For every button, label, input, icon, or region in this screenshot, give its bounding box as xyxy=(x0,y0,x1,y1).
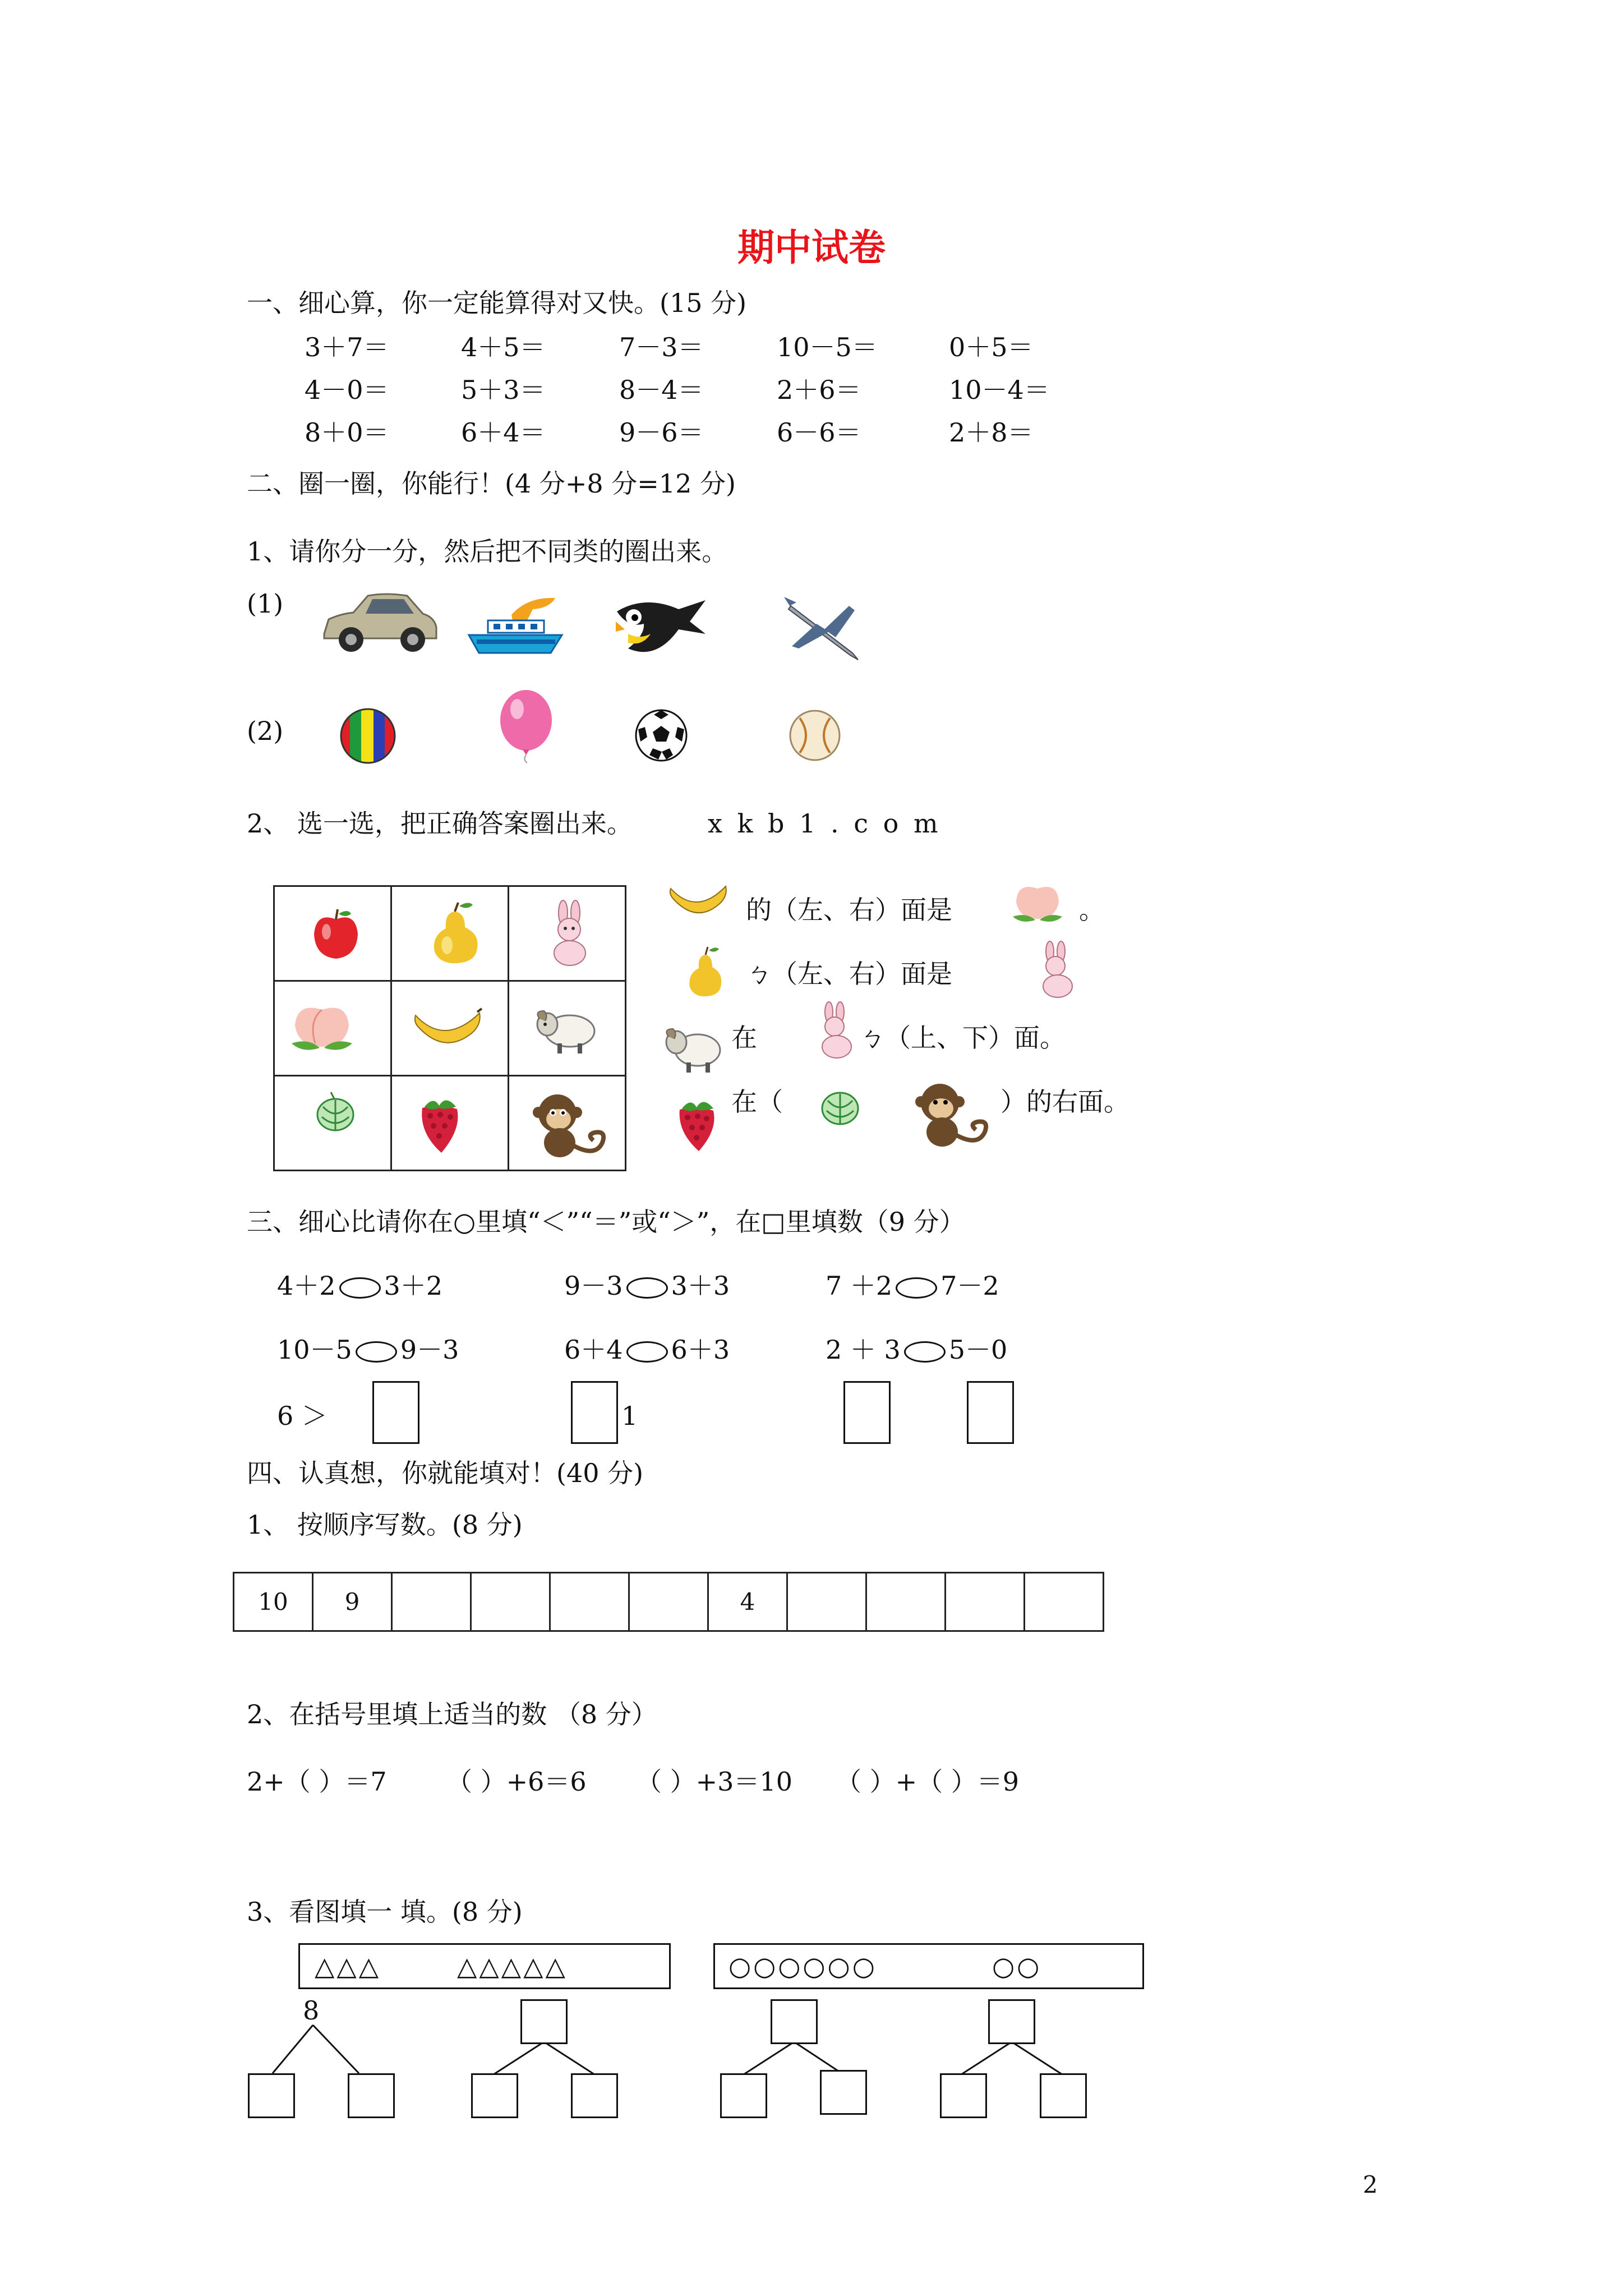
watermelon-icon xyxy=(312,1089,359,1134)
car-icon xyxy=(319,582,441,656)
grid-cell xyxy=(391,981,509,1076)
sequence-cell[interactable] xyxy=(629,1573,708,1631)
balloon-icon xyxy=(496,689,556,764)
circles-box xyxy=(713,1943,1144,1989)
sentence2-text: ㄅ（左、右）面是 xyxy=(746,959,952,989)
section1-heading: 一、细心算，你一定能算得对又快。(15 分) xyxy=(247,288,747,318)
sentence3-a: 在 xyxy=(731,1023,757,1053)
grid-cell xyxy=(509,1076,626,1171)
compare-row3-left: 6 ＞ xyxy=(277,1401,328,1431)
raspberry-icon xyxy=(411,1090,467,1157)
answer-box[interactable] xyxy=(372,1381,419,1444)
rabbit-icon xyxy=(1033,940,1085,1000)
sequence-cell[interactable] xyxy=(1025,1573,1104,1631)
bond-box[interactable] xyxy=(940,2073,987,2118)
row2-label: (2) xyxy=(247,716,284,746)
row1-label: (1) xyxy=(247,588,284,619)
monkey-icon xyxy=(528,1088,612,1161)
sequence-cell[interactable]: 10 xyxy=(234,1573,313,1631)
sequence-table xyxy=(233,1572,1104,1632)
compare-right: 6＋3 xyxy=(671,1335,730,1365)
airplane-icon xyxy=(781,595,865,665)
compare-left: 10－5 xyxy=(277,1335,352,1365)
s4-q1-prompt: 1、 按顺序写数。(8 分) xyxy=(247,1510,523,1540)
rabbit-icon xyxy=(812,1001,864,1060)
rabbit-icon xyxy=(543,899,597,968)
compare-right: 5－0 xyxy=(948,1335,1008,1365)
compare-oval[interactable] xyxy=(626,1277,668,1299)
bond-box[interactable] xyxy=(571,2073,618,2118)
problem: 9－6＝ xyxy=(619,417,704,448)
compare-item xyxy=(826,1270,999,1301)
problem: 0＋5＝ xyxy=(949,332,1034,362)
answer-box[interactable] xyxy=(843,1381,891,1444)
problem: 8－4＝ xyxy=(619,375,704,405)
page-title: 期中试卷 xyxy=(737,226,886,269)
bond-box[interactable] xyxy=(820,2070,867,2115)
compare-item xyxy=(277,1270,442,1301)
compare-left: 2 ＋ 3 xyxy=(826,1335,901,1365)
peach-icon xyxy=(1009,876,1066,924)
sequence-cell[interactable] xyxy=(946,1573,1025,1631)
circles-group-a: ○○○○○○ xyxy=(728,1951,877,1981)
circles-group-b: ○○ xyxy=(992,1951,1042,1981)
page-number: 2 xyxy=(1363,2171,1378,2198)
problem: 7－3＝ xyxy=(619,332,704,362)
triangles-box xyxy=(298,1943,671,1989)
fill-item: 2+（ ）＝7 xyxy=(247,1766,387,1797)
problem: 10－5＝ xyxy=(777,332,878,362)
section3-heading: 三、细心比请你在○里填“＜”“＝”或“＞”，在□里填数（9 分） xyxy=(247,1207,965,1237)
problem: 3＋7＝ xyxy=(305,332,389,362)
compare-left: 7 ＋2 xyxy=(826,1271,893,1301)
bond-box[interactable] xyxy=(348,2073,395,2118)
answer-box[interactable] xyxy=(571,1381,618,1444)
compare-right: 9－3 xyxy=(400,1335,459,1365)
compare-left: 4＋2 xyxy=(277,1271,336,1301)
section2-heading: 二、圈一圈，你能行！(4 分+8 分=12 分) xyxy=(247,468,736,499)
fill-item: （ ）+6＝6 xyxy=(446,1766,587,1797)
grid-cell xyxy=(391,886,509,981)
bond-box[interactable] xyxy=(248,2073,295,2118)
watermark-text: x k b 1 . c o m xyxy=(708,808,942,839)
peach-icon xyxy=(286,993,359,1055)
apple-icon xyxy=(311,907,361,961)
fill-item: （ ）+（ ）＝9 xyxy=(836,1766,1020,1797)
sequence-cell[interactable]: 9 xyxy=(313,1573,392,1631)
bond-box[interactable] xyxy=(771,1999,818,2044)
compare-item xyxy=(826,1334,1007,1365)
ship-icon xyxy=(465,592,565,660)
compare-oval[interactable] xyxy=(904,1341,946,1363)
problem: 6－6＝ xyxy=(777,417,861,448)
sentence4-b: ）的右面。 xyxy=(1000,1087,1129,1117)
section4-heading: 四、认真想，你就能填对！(40 分) xyxy=(247,1458,644,1488)
compare-right: 3＋2 xyxy=(384,1271,443,1301)
raspberry-icon xyxy=(671,1093,722,1154)
triangles-group-b: △△△△△ xyxy=(457,1951,568,1981)
sheep-icon xyxy=(532,1002,599,1056)
sequence-cell[interactable] xyxy=(392,1573,471,1631)
problem: 4－0＝ xyxy=(305,375,389,405)
compare-left: 6＋4 xyxy=(564,1335,623,1365)
q2-prompt: 2、 选一选，把正确答案圈出来。 xyxy=(247,808,633,839)
sentence1-end: 。 xyxy=(1079,895,1105,925)
compare-right: 7－2 xyxy=(940,1271,999,1301)
s4-q3-prompt: 3、看图填一 填。(8 分) xyxy=(247,1897,523,1927)
bird-icon xyxy=(611,595,708,663)
sequence-cell[interactable] xyxy=(787,1573,866,1631)
striped-ball-icon xyxy=(339,707,397,765)
sequence-cell[interactable] xyxy=(866,1573,946,1631)
compare-left: 9－3 xyxy=(564,1271,623,1301)
compare-oval[interactable] xyxy=(896,1277,937,1299)
grid-cell xyxy=(509,886,626,981)
problem: 6＋4＝ xyxy=(461,417,546,448)
compare-oval[interactable] xyxy=(339,1277,381,1299)
compare-oval[interactable] xyxy=(626,1341,668,1363)
watermelon-icon xyxy=(817,1084,864,1129)
q1-prompt: 1、请你分一分，然后把不同类的圈出来。 xyxy=(247,536,728,567)
grid-cell xyxy=(509,981,626,1076)
problem: 2＋8＝ xyxy=(949,417,1034,448)
soccer-ball-icon xyxy=(634,708,689,763)
sentence3-b: ㄅ（上、下）面。 xyxy=(859,1023,1066,1053)
sentence4-a: 在（ xyxy=(731,1087,783,1117)
banana-icon xyxy=(667,881,729,921)
baseball-icon xyxy=(787,708,842,763)
pear-icon xyxy=(428,900,482,965)
fruit-animal-grid xyxy=(273,885,626,1171)
problem: 10－4＝ xyxy=(949,375,1050,405)
compare-row3-value: 1 xyxy=(621,1401,638,1431)
banana-icon xyxy=(411,1007,484,1049)
fill-item: （ ）+3＝10 xyxy=(636,1766,792,1797)
compare-item xyxy=(564,1270,730,1301)
s4-q2-prompt: 2、在括号里填上适当的数 （8 分） xyxy=(247,1699,657,1729)
bond-box[interactable] xyxy=(1040,2073,1087,2118)
problem: 2＋6＝ xyxy=(777,375,861,405)
compare-item xyxy=(277,1334,459,1365)
compare-right: 3＋3 xyxy=(671,1271,730,1301)
sequence-cell[interactable]: 4 xyxy=(708,1573,787,1631)
problem: 8＋0＝ xyxy=(305,417,389,448)
grid-cell xyxy=(391,1076,509,1171)
grid-cell xyxy=(274,981,391,1076)
bond-box[interactable] xyxy=(988,1999,1035,2044)
grid-cell xyxy=(274,886,391,981)
answer-box[interactable] xyxy=(967,1381,1014,1444)
grid-cell xyxy=(274,1076,391,1171)
problem: 4＋5＝ xyxy=(461,332,546,362)
bond-box[interactable] xyxy=(471,2073,518,2118)
compare-oval[interactable] xyxy=(356,1341,397,1363)
compare-item xyxy=(564,1334,730,1365)
pear-icon xyxy=(685,946,725,999)
bond-box[interactable] xyxy=(720,2073,767,2118)
sequence-cell[interactable] xyxy=(550,1573,629,1631)
bond-top-value: 8 xyxy=(303,1995,320,2026)
sequence-cell[interactable] xyxy=(471,1573,550,1631)
triangles-group-a: △△△ xyxy=(315,1951,381,1981)
monkey-icon xyxy=(911,1077,995,1150)
sentence1-text: 的（左、右）面是 xyxy=(746,895,952,925)
bond-box[interactable] xyxy=(520,1999,568,2044)
problem: 5＋3＝ xyxy=(461,375,546,405)
sheep-icon xyxy=(662,1020,725,1076)
